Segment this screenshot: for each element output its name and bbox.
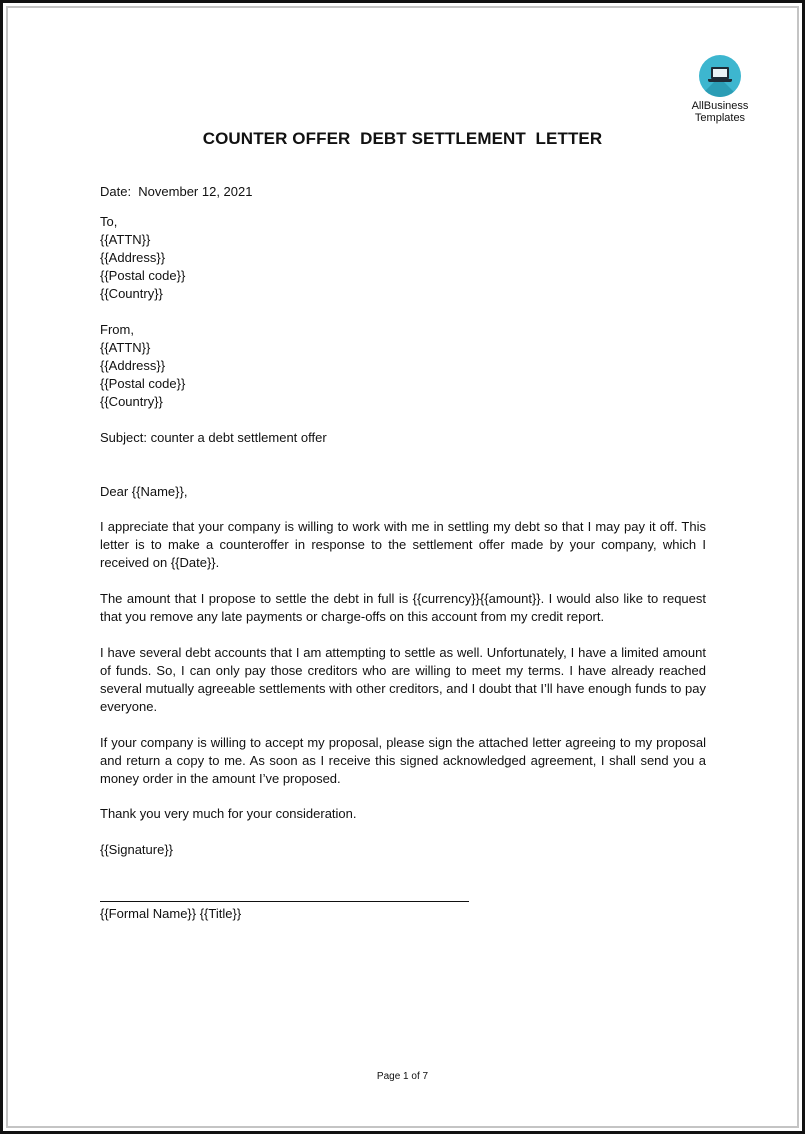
document-title: COUNTER OFFER DEBT SETTLEMENT LETTER [202,129,603,148]
paragraph-1: I appreciate that your company is willing to work with me in settling my debt so that I may pay it off. This letter is to make a counteroffer in response to the settlement offer made by your company, which I received on {{Date}}. [100,519,706,570]
paragraph-3: I have several debt accounts that I am attempting to settle as well. Unfortunately, I have a limited amount of funds. So, I can only pay those creditors who are willing to meet my terms. I have already reached several mutually agreeable settlements with other creditors, and I doubt that I’ll have enough funds to pay everyone. [100,645,706,714]
from-heading: From, [100,322,134,337]
to-heading: To, [100,214,118,229]
from-postal-code: {{Postal code}} [100,376,186,391]
to-postal-code: {{Postal code}} [100,268,186,283]
to-address: {{Address}} [100,250,166,265]
signature-line [100,901,469,902]
date-text: Date: November 12, 2021 [100,184,253,199]
signature-placeholder: {{Signature}} [100,842,174,857]
paragraph-4: If your company is willing to accept my proposal, please sign the attached letter agreeing to my proposal and return a copy to me. As soon as I receive this signed acknowledged agreement, I shall send you a money order in the amount I’ve proposed. [100,735,706,786]
to-country: {{Country}} [100,286,163,301]
logo-text-line1: AllBusiness [691,100,749,112]
signature-name: {{Formal Name}} {{Title}} [100,906,242,921]
allbusiness-logo [682,55,758,124]
from-attn: {{ATTN}} [100,340,151,355]
closing-line: Thank you very much for your consideration. [100,806,357,821]
logo-text [682,100,758,124]
to-attn: {{ATTN}} [100,232,151,247]
date-line [100,183,706,201]
laptop-icon [699,55,741,97]
logo-text-line2: Templates [694,112,746,124]
page-number: Page 1 of 7 [376,1071,429,1082]
from-country: {{Country}} [100,394,163,409]
subject-line: Subject: counter a debt settlement offer [100,430,327,445]
recipient-address [100,213,706,303]
sender-address [100,321,706,411]
paragraph-2: The amount that I propose to settle the debt in full is {{currency}}{{amount}}. I would also like to request that you remove any late payments or charge-offs on this account from my credit report. [100,591,706,624]
salutation: Dear {{Name}}, [100,484,188,499]
from-address: {{Address}} [100,358,166,373]
